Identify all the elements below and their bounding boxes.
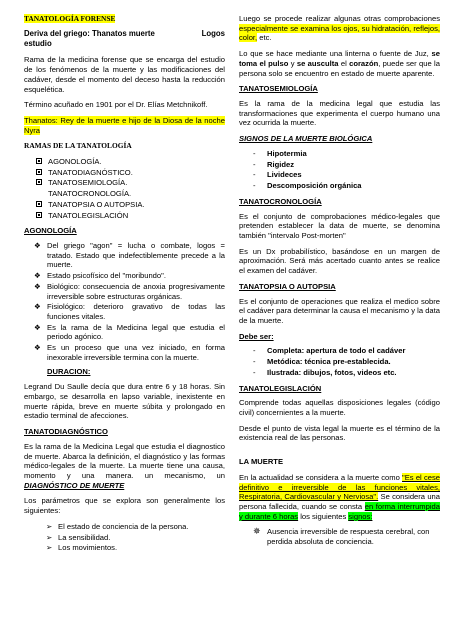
- death-signs-list: [253, 527, 440, 546]
- diamond-bullet-icon: ❖: [34, 281, 41, 291]
- signs-heading: SIGNOS DE LA MUERTE BIOLÓGICA: [239, 134, 373, 144]
- diamond-bullet-icon: ❖: [34, 322, 41, 332]
- lantern-paragraph: Lo que se hace mediante una linterna o fuente de Juz, se toma el pulso y se ausculta el corazón, puede ser que la persona solo se encuentro en estado de muerte aparente.: [239, 49, 440, 78]
- thanatos-highlight: Thanatos: Rey de la muerte e hijo de la Diosa de la noche Nyra: [24, 116, 225, 135]
- list-item: ❖ Es la rama de la Medicina legal que estudia el periodo agónico.: [34, 322, 225, 342]
- definition-highlight: "Es el cese definitivo e irreversible de las funciones vitales, Respiratoria, Cardiovascular y Nerviosa".: [239, 472, 440, 502]
- list-item: AGONOLOGÍA.: [36, 157, 225, 167]
- arrow-bullet-icon: ➢: [46, 521, 53, 531]
- etymology-line: [24, 29, 225, 49]
- agonologia-heading: AGONOLOGÍA: [24, 226, 77, 236]
- tanatolegislacion-paragraph-2: Desde el punto de vista legal la muerte es el término de la existencia real de las personas.: [239, 423, 440, 443]
- diamond-bullet-icon: ❖: [34, 240, 41, 250]
- checks-paragraph: Luego se procede realizar algunas otras comprobaciones especialmente se examina los ojos, su hidratación, reflejos, color, etc.: [239, 14, 440, 43]
- tanatolegislacion-heading: TANATOLEGISLACIÓN: [239, 383, 322, 393]
- tanatocronologia-heading: TANATOCRONOLOGÍA: [239, 196, 322, 206]
- list-item: ❖ Del griego "agon" = lucha o combate, logos = tratado. Estado que indefectiblemente precede a la muerte.: [34, 240, 225, 270]
- list-item: ❖ Estado psicofísico del "moribundo".: [34, 271, 166, 281]
- checks-highlight: especialmente se examina los ojos, su hidratación, reflejos, color,: [239, 23, 440, 43]
- branches-list: [36, 157, 225, 220]
- dash-bullet-icon: -: [253, 357, 256, 367]
- square-bullet-icon: [36, 201, 42, 207]
- list-item: - Rigidez: [253, 159, 295, 169]
- list-item: ➢ La sensibilidad.: [46, 532, 111, 542]
- autopsia-heading: TANATOPSIA O AUTOPSIA: [239, 281, 336, 291]
- parameters-list: [46, 522, 225, 553]
- left-column: [24, 14, 225, 640]
- list-item: - Completa: apertura de todo el cadáver: [253, 346, 406, 356]
- list-item: ❖ Fisiológico: deterioro gravativo de todas las funciones vitales.: [34, 302, 225, 321]
- debe-ser-heading: Debe ser:: [239, 331, 274, 341]
- list-item: TANATODIAGNÓSTICO.: [36, 168, 225, 178]
- tanatocronologia-paragraph-1: Es el conjunto de comprobaciones médico-legales que pretenden establecer la data de muerte, se denomina también "intervalo Post-morten": [239, 211, 440, 240]
- dash-bullet-icon: -: [253, 148, 256, 158]
- tanatosemiologia-heading: TANATOSEMIOLOGÍA: [239, 84, 318, 94]
- dash-bullet-icon: -: [253, 170, 256, 180]
- parameters-paragraph: Los parámetros que se explora son generalmente los siguientes:: [24, 496, 225, 516]
- diamond-bullet-icon: ❖: [34, 271, 41, 281]
- etymology-logos: Logos: [201, 29, 225, 39]
- list-item: TANATOLEGISLACIÓN: [36, 211, 225, 221]
- dash-bullet-icon: -: [253, 367, 256, 377]
- la-muerte-heading: LA MUERTE: [239, 457, 284, 467]
- list-item: - Metódica: técnica pre-establecida.: [253, 357, 391, 367]
- square-bullet-icon: [36, 179, 42, 185]
- list-item: ❖ Es un proceso que una vez iniciado, en forma inexorable irreversible termina con la muerte.: [34, 343, 225, 362]
- square-bullet-icon: [36, 212, 42, 218]
- arrow-bullet-icon: ➢: [46, 543, 53, 553]
- autopsia-paragraph: Es el conjunto de operaciones que realiza el medico sobre el cadáver para determinar la causa el mecanismo y la data de la muerte.: [239, 296, 440, 325]
- tanatolegislacion-paragraph-1: Comprende todas aquellas disposiciones legales (código civil) concernientes a la muerte.: [239, 398, 440, 417]
- list-item: ➢ El estado de conciencia de la persona.: [46, 521, 189, 531]
- tanatodiagnostico-paragraph: Es la rama de la Medicina Legal que estudia el diagnostico de muerte. Abarca la definición, el diagnóstico y las formas médico-legales de la muerte. La muerte tiene una causa, momento y una manera. un mecanismo, un DIAGNÓSTICO DE MUERTE: [24, 441, 225, 490]
- duration-highlight: en forma interrumpida y durante 6 horas: [239, 502, 440, 521]
- legrand-paragraph: Legrand Du Saulle decía que dura entre 6 y 18 horas. Sin embargo, se desarrolla en lapso variable, inexistente en muerte rápida, breve en muerte súbita y prolongado en estadio terminal de afecciones.: [24, 382, 225, 421]
- arrow-bullet-icon: ➢: [46, 532, 53, 542]
- duration-heading: DURACION:: [47, 366, 91, 376]
- definition-paragraph: Rama de la medicina forense que se encarga del estudio de los fenómenos de la muerte y las modificaciones del cadáver, desde el momento del deceso hasta la reducción esquelética.: [24, 55, 225, 94]
- signs-highlight: signos:: [348, 511, 373, 521]
- right-column: [239, 14, 440, 640]
- tanatocronologia-paragraph-2: Es un Dx probabilístico, basándose en un margen de aproximación. Será más acertado cuanto antes se realice el examen del cadáver.: [239, 246, 440, 276]
- list-item: TANATOPSIA O AUTOPSIA.: [36, 200, 225, 210]
- asterisk-bullet-icon: ✵: [253, 526, 261, 537]
- diamond-bullet-icon: ❖: [34, 343, 41, 353]
- list-item: - Descomposición orgánica: [253, 181, 362, 191]
- thanatos-paragraph: [24, 116, 225, 135]
- tanatosemiologia-paragraph: Es la rama de la medicina legal que estudia las transformaciones que experimenta el cuerpo humano una vez ocurrida la muerte.: [239, 99, 440, 128]
- square-bullet-icon: [36, 169, 42, 175]
- square-bullet-icon: [36, 158, 42, 164]
- list-item: - Hipotermia: [253, 148, 307, 158]
- la-muerte-paragraph: En la actualidad se considera a la muerte como "Es el cese definitivo e irreversible de las funciones vitales, Respiratoria, Cardiovascular y Nerviosa". Se considera una persona fallecida, cuando se consta en forma interrumpida y durante 6 horas los siguientes signos:: [239, 472, 440, 521]
- debe-ser-list: [253, 346, 440, 377]
- term-paragraph: Término acuñado en 1901 por el Dr. Elías Metchnikoff.: [24, 100, 208, 110]
- list-item: - Livideces: [253, 170, 302, 180]
- branches-heading: RAMAS DE LA TANATOLOGÍA: [24, 141, 132, 151]
- diamond-bullet-icon: ❖: [34, 302, 41, 312]
- document-title: TANATOLOGÍA FORENSE: [24, 14, 116, 23]
- diagnostico-muerte-emphasis: DIAGNÓSTICO DE MUERTE: [24, 480, 125, 490]
- list-item: ✵ Ausencia irreversible de respuesta cerebral, con perdida absoluta de conciencia.: [253, 526, 430, 547]
- dash-bullet-icon: -: [253, 346, 256, 356]
- list-item: TANATOCRONOLOGÍA.: [48, 189, 132, 199]
- list-item: TANATOSEMIOLOGÍA.: [36, 178, 225, 188]
- tanatodiagnostico-heading: TANATODIAGNÓSTICO: [24, 427, 108, 437]
- etymology-text: Deriva del griego: Thanatos muerte estudio: [24, 29, 155, 49]
- dash-bullet-icon: -: [253, 181, 256, 191]
- signs-list: [253, 149, 440, 191]
- list-item: - Ilustrada: dibujos, fotos, videos etc.: [253, 367, 397, 377]
- list-item: ❖ Biológico: consecuencia de anoxia progresivamente irreversible sobre estructuras orgánicas.: [34, 281, 225, 301]
- list-item: ➢ Los movimientos.: [46, 543, 118, 553]
- agonologia-list: [34, 241, 225, 363]
- dash-bullet-icon: -: [253, 159, 256, 169]
